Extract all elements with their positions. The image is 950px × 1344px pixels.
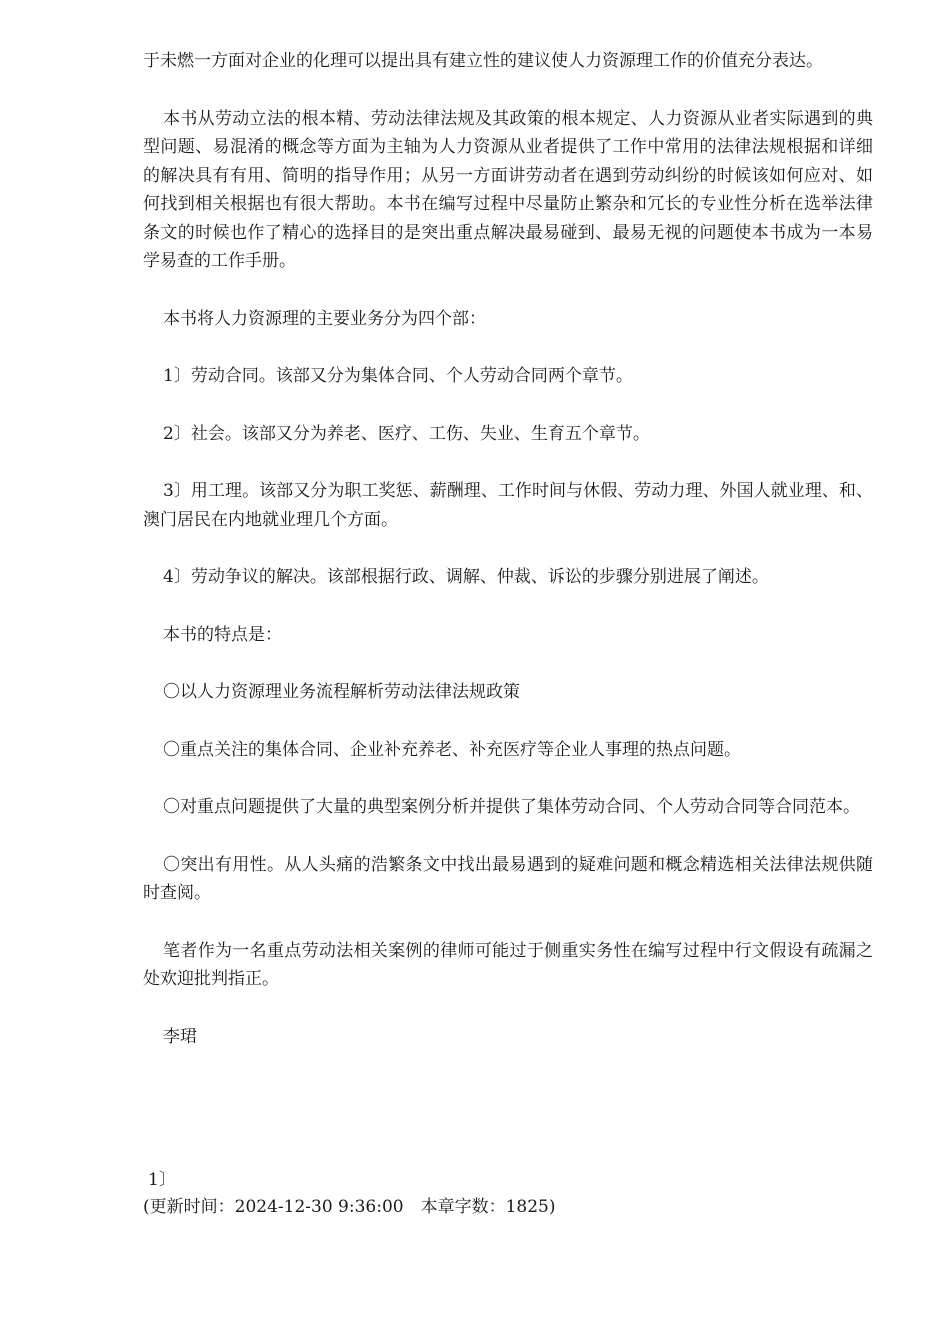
- paragraph: 本书的特点是：: [163, 624, 282, 645]
- paragraph: 本书将人力资源理的主要业务分为四个部：: [163, 308, 486, 329]
- list-item: 3〕用工理。该部又分为职工奖惩、薪酬理、工作时间与休假、劳动力理、外国人就业理、和、澳门居民在内地就业理几个方面。: [143, 481, 873, 530]
- feature-item: 〇突出有用性。从人头痛的浩繁条文中找出最易遇到的疑难问题和概念精选相关法律法规供随时查阅。: [143, 854, 873, 903]
- update-info: (更新时间：2024-12-30 9:36:00 本章字数：1825): [143, 1197, 556, 1217]
- paragraph: 本书从劳动立法的根本精、劳动法律法规及其政策的根本规定、人力资源从业者实际遇到的典型问题、易混淆的概念等方面为主轴为人力资源从业者提供了工作中常用的法律法规根据和详细的解决具有有用、简明的指导作用；从另一方面讲劳动者在遇到劳动纠纷的时候该如何应对、如何找到相关根据也有很大帮助。本书在编写过程中尽量防止繁杂和冗长的专业性分析在选举法律条文的时候也作了精心的选择目的是突出重点解决最易碰到、最易无视的问题使本书成为一本易学易查的工作手册。: [143, 108, 873, 271]
- paragraph: 于未燃一方面对企业的化理可以提出具有建立性的建议使人力资源理工作的价值充分表达。: [143, 51, 823, 71]
- list-item: 2〕社会。该部又分为养老、医疗、工伤、失业、生育五个章节。: [163, 423, 650, 444]
- chapter-footer: [143, 1167, 873, 1221]
- author-signature: 李珺: [163, 1026, 197, 1047]
- feature-item: 〇对重点问题提供了大量的典型案例分析并提供了集体劳动合同、个人劳动合同等合同范本。: [163, 797, 860, 817]
- paragraph: 笔者作为一名重点劳动法相关案例的律师可能过于侧重实务性在编写过程中行文假设有疏漏之处欢迎批判指正。: [143, 940, 873, 989]
- list-item: 1〕劳动合同。该部又分为集体合同、个人劳动合同两个章节。: [163, 366, 633, 386]
- footnote-marker: 1〕: [148, 1170, 176, 1190]
- feature-item: 〇重点关注的集体合同、企业补充养老、补充医疗等企业人事理的热点问题。: [163, 739, 741, 760]
- feature-item: 〇以人力资源理业务流程解析劳动法律法规政策: [163, 682, 520, 702]
- list-item: 4〕劳动争议的解决。该部根据行政、调解、仲裁、诉讼的步骤分别进展了阐述。: [163, 567, 769, 587]
- document-body: [143, 47, 873, 1051]
